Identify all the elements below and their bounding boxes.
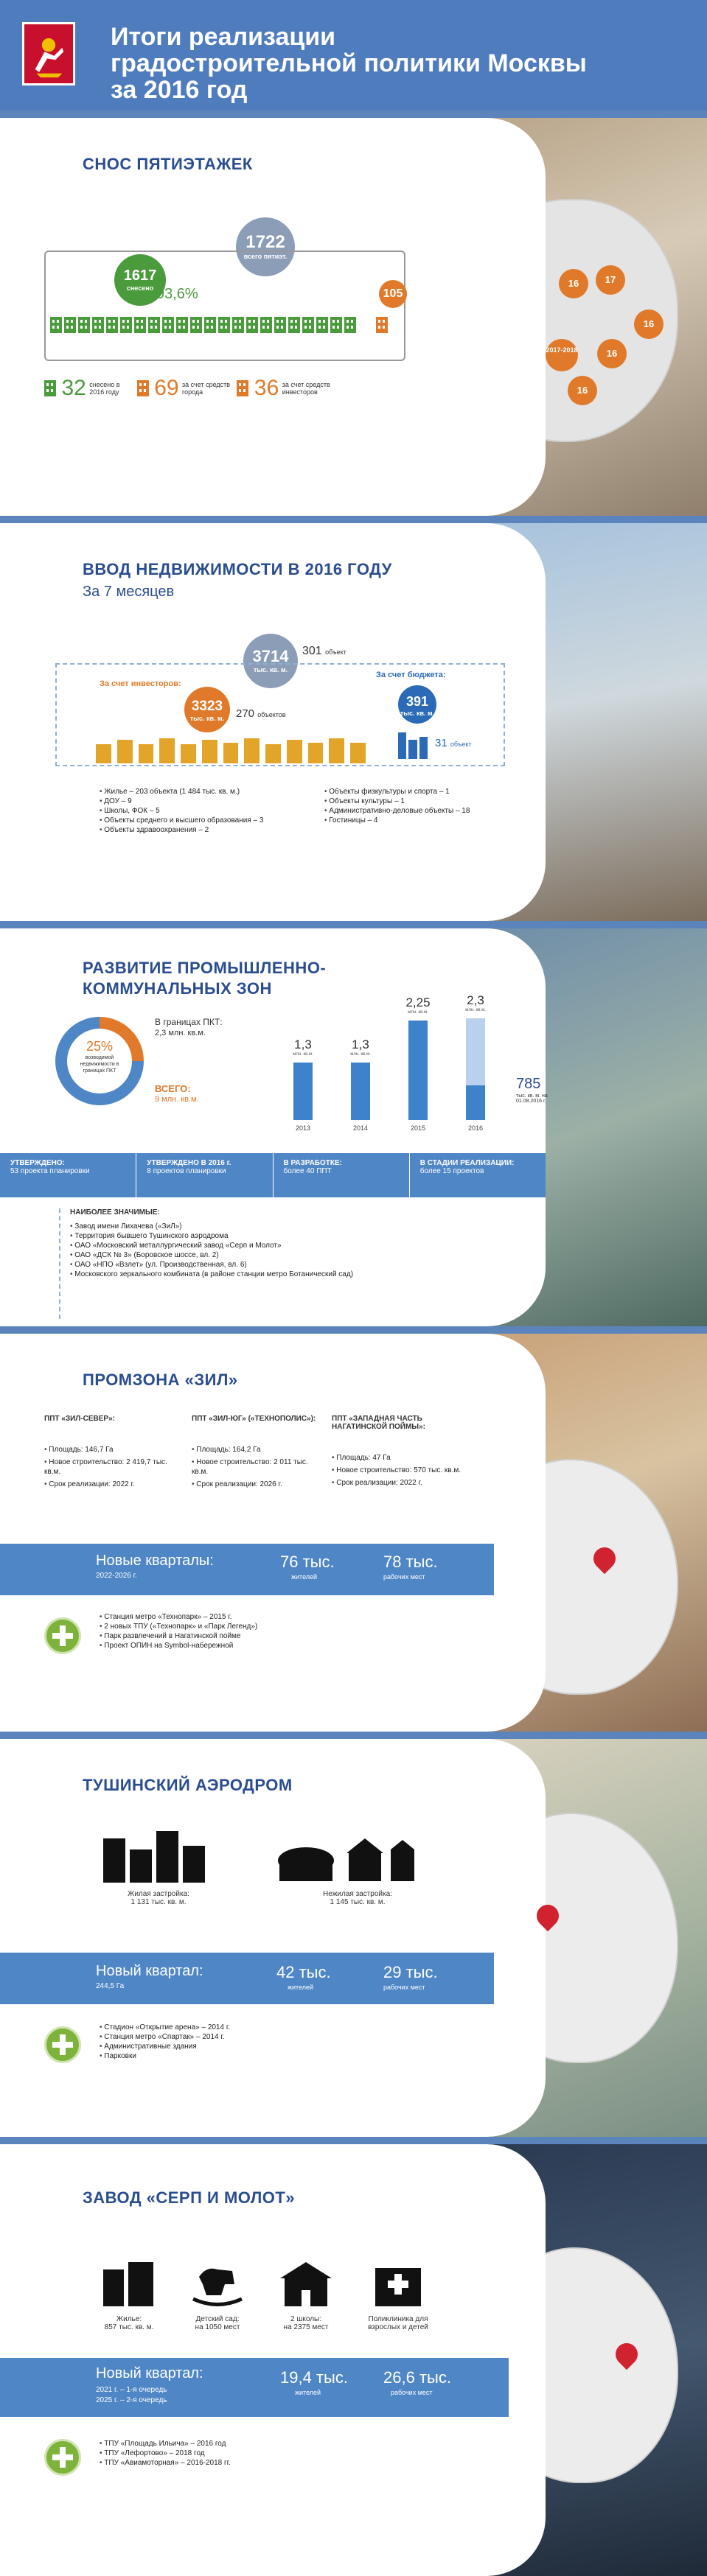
jobs-count: 29 тыс. bbox=[383, 1963, 438, 1981]
bar-2014 bbox=[351, 1063, 370, 1120]
bar-2015 bbox=[408, 1021, 428, 1120]
investor-buildings bbox=[96, 737, 369, 763]
jobs-caption: рабочих мест bbox=[391, 2389, 433, 2396]
bar-unit-label: млн. кв.м. bbox=[408, 1010, 428, 1015]
stat-investor-funds-caption: за счет средств инвесторов bbox=[282, 381, 330, 396]
bar-value-label: 1,3 bbox=[352, 1037, 369, 1051]
budget-objects: 31 объект bbox=[435, 737, 472, 749]
total-badge: 3714 тыс. кв. м. bbox=[243, 634, 298, 688]
clinic-icon bbox=[372, 2262, 424, 2306]
moscow-crest-icon bbox=[22, 22, 75, 85]
bar-value-label: 2,3 bbox=[467, 993, 484, 1007]
list-item: • Объекты среднего и высшего образования – 3 bbox=[100, 816, 306, 825]
bar-2016-completed bbox=[466, 1085, 485, 1120]
budget-badge: 391 тыс. кв. м. bbox=[398, 685, 436, 724]
housing-icon bbox=[103, 2262, 155, 2306]
map-label: 16 bbox=[597, 339, 627, 368]
bar-2016-part-caption: тыс. кв. м. на 01.08.2016 г. bbox=[516, 1093, 548, 1104]
housing-caption: Жилье: 857 тыс. кв. м. bbox=[104, 2315, 154, 2331]
band-subtitle: 2022-2026 г. bbox=[96, 1572, 137, 1580]
list-title: НАИБОЛЕЕ ЗНАЧИМЫЕ: bbox=[70, 1208, 160, 1217]
residents-count: 76 тыс. bbox=[280, 1553, 335, 1571]
bar-year-label: 2016 bbox=[467, 1124, 484, 1132]
investor-label: За счет инвесторов: bbox=[100, 679, 181, 688]
residential-caption: Жилая застройка: 1 131 тыс. кв. м. bbox=[128, 1890, 189, 1906]
ppt-band-cell: УТВЕРЖДЕНО: 53 проекта планировки bbox=[0, 1153, 136, 1197]
pkt-value: 2,3 млн. кв.м. bbox=[155, 1029, 206, 1037]
section-card bbox=[0, 1334, 546, 1732]
stat-city-funds: 69 bbox=[154, 376, 179, 400]
list-item: • ДОУ – 9 bbox=[100, 797, 306, 806]
band-title: Новый квартал: bbox=[96, 2365, 203, 2381]
map-label: 17 bbox=[596, 265, 625, 295]
section-title: РАЗВИТИЕ ПРОМЫШЛЕННО- КОММУНАЛЬНЫХ ЗОН bbox=[83, 959, 327, 998]
ppt-col: ППТ «ЗИЛ-СЕВЕР»: • Площадь: 146,7 Га • Новое строительство: 2 419,7 тыс. кв.м. • Срок реализации: 2022 г. bbox=[44, 1415, 177, 1489]
clinic-caption: Поликлиника для взрослых и детей bbox=[368, 2315, 428, 2331]
list-item: • Объекты здравоохранения – 2 bbox=[100, 825, 306, 835]
residents-caption: жителей bbox=[295, 2389, 321, 2396]
rocking-horse-icon bbox=[192, 2262, 243, 2306]
plus-icon bbox=[44, 1617, 81, 1654]
list-item: • Жилье – 203 объекта (1 484 тыс. кв. м.) bbox=[100, 787, 306, 797]
total-label: ВСЕГО: bbox=[155, 1083, 191, 1094]
nonresidential-caption: Нежилая застройка: 1 145 тыс. кв. м. bbox=[323, 1890, 392, 1906]
list-item: • Объекты физкультуры и спорта – 1 bbox=[324, 787, 516, 797]
list-item: • Завод имени Лихачева («ЗиЛ») bbox=[70, 1222, 512, 1231]
ppt-band-cell: УТВЕРЖДЕНО В 2016 г. 8 проектов планировки bbox=[136, 1153, 273, 1197]
section-tushino bbox=[0, 1739, 707, 2137]
stat-investor-funds: 36 bbox=[254, 376, 279, 400]
section-commissioning bbox=[0, 523, 707, 921]
total-value: 9 млн. кв.м. bbox=[155, 1095, 199, 1104]
objects-list-right bbox=[324, 787, 516, 825]
jobs-count: 26,6 тыс. bbox=[383, 2368, 451, 2387]
list-item: • ТПУ «Лефортово» – 2018 год bbox=[100, 2449, 468, 2458]
section-industrial-zones bbox=[0, 928, 707, 1326]
kindergarten-caption: Детский сад: на 1050 мест bbox=[195, 2315, 240, 2331]
plus-icon bbox=[44, 2439, 81, 2476]
bar-2016-part: 785 bbox=[516, 1076, 541, 1092]
section-serp-molot bbox=[0, 2144, 707, 2576]
bar-chart bbox=[280, 987, 523, 1142]
pct-label: 93,6% bbox=[156, 286, 198, 302]
remaining-badge: 105 bbox=[379, 280, 407, 308]
stat-city-funds-caption: за счет средств города bbox=[182, 381, 231, 396]
quarter-band bbox=[0, 1953, 494, 2004]
list-item: • Стадион «Открытие арена» – 2014 г. bbox=[100, 2023, 468, 2032]
total-objects: 301 объект bbox=[302, 645, 346, 657]
section-demolition bbox=[0, 118, 707, 516]
section-title: ЗАВОД «СЕРП И МОЛОТ» bbox=[83, 2188, 296, 2207]
section-title: СНОС ПЯТИЭТАЖЕК bbox=[83, 155, 253, 173]
schools-caption: 2 школы: на 2375 мест bbox=[283, 2315, 329, 2331]
map-label: 16 bbox=[559, 269, 588, 298]
budget-label: За счет бюджета: bbox=[376, 671, 446, 679]
bar-value-label: 2,25 bbox=[405, 995, 431, 1009]
investor-badge: 3323 тыс. кв. м. bbox=[184, 687, 230, 732]
list-item: • ТПУ «Авиамоторная» – 2016-2018 гг. bbox=[100, 2458, 468, 2468]
jobs-caption: рабочих мест bbox=[383, 1573, 425, 1581]
list-item: • Станция метро «Спартак» – 2014 г. bbox=[100, 2032, 468, 2042]
objects-list-left bbox=[100, 787, 306, 835]
ppt-band-cell: В СТАДИИ РЕАЛИЗАЦИИ: более 15 проектов bbox=[419, 1159, 515, 1175]
section-title: ПРОМЗОНА «ЗИЛ» bbox=[83, 1371, 238, 1389]
demolition-stats bbox=[44, 376, 487, 413]
infrastructure-list bbox=[100, 2023, 468, 2061]
residents-caption: жителей bbox=[291, 1573, 318, 1581]
list-item: • Станция метро «Технопарк» – 2015 г. bbox=[100, 1612, 468, 1622]
nonresidential-buildings-icon bbox=[276, 1831, 417, 1883]
page-header bbox=[0, 0, 707, 111]
ppt-band-cell: В РАЗРАБОТКЕ: более 40 ППТ bbox=[274, 1153, 410, 1197]
section-card bbox=[0, 1739, 546, 2137]
list-item: • ОАО «ДСК № 3» (Боровское шоссе, вл. 2) bbox=[70, 1250, 512, 1260]
done-badge: 1617 снесено bbox=[114, 254, 166, 306]
ppt-col: ППТ «ЗАПАДНАЯ ЧАСТЬ НАГАТИНСКОЙ ПОЙМЫ»: • Площадь: 47 Га • Новое строительство: 570 тыс. кв.м. • Срок реализации: 2022 г. bbox=[332, 1415, 472, 1488]
list-item: • Административные здания bbox=[100, 2042, 468, 2051]
ppt-band bbox=[0, 1153, 546, 1197]
list-item: • Территория бывшего Тушинского аэродрома bbox=[70, 1231, 512, 1241]
section-title: ТУШИНСКИЙ АЭРОДРОМ bbox=[83, 1776, 293, 1794]
residents-caption: жителей bbox=[288, 1984, 314, 1991]
list-item: • ОАО «Московский металлургический завод «Серп и Молот» bbox=[70, 1241, 512, 1250]
bar-2013 bbox=[293, 1063, 313, 1120]
residents-count: 19,4 тыс. bbox=[280, 2368, 348, 2387]
bar-year-label: 2014 bbox=[352, 1124, 369, 1132]
stat-demolished-2016-caption: снесено в 2016 году bbox=[89, 381, 120, 396]
residents-count: 42 тыс. bbox=[276, 1963, 331, 1981]
budget-buildings bbox=[398, 729, 428, 759]
jobs-caption: рабочих мест bbox=[383, 1984, 425, 1991]
significant-list bbox=[70, 1222, 512, 1279]
bar-unit-label: млн. кв.м. bbox=[465, 1008, 486, 1012]
quarter-band bbox=[0, 2358, 509, 2417]
bar-unit-label: млн. кв.м. bbox=[293, 1052, 313, 1057]
list-item: • Гостиницы – 4 bbox=[324, 816, 516, 825]
pkt-label: В границах ПКТ: bbox=[155, 1017, 223, 1027]
section-subtitle: За 7 месяцев bbox=[83, 584, 175, 600]
stat-demolished-2016: 32 bbox=[61, 376, 86, 400]
list-item: • Московского зеркального комбината (в районе станции метро Ботанический сад) bbox=[70, 1270, 512, 1279]
bracket-frame bbox=[44, 251, 405, 361]
donut-center: 25% возводимой недвижимости в границах ПКТ bbox=[67, 1029, 132, 1093]
investor-objects: 270 объектов bbox=[236, 707, 286, 720]
residential-buildings-icon bbox=[103, 1831, 206, 1883]
list-item: • Проект ОПИН на Symbol-набережной bbox=[100, 1641, 468, 1651]
section-zil bbox=[0, 1334, 707, 1732]
list-item: • Парковки bbox=[100, 2051, 468, 2061]
band-subtitle: 2025 г. – 2-я очередь bbox=[96, 2396, 167, 2404]
bar-unit-label: млн. кв.м. bbox=[350, 1052, 371, 1057]
section-title: ВВОД НЕДВИЖИМОСТИ В 2016 ГОДУ bbox=[83, 560, 392, 578]
map-label: 2017-2018 bbox=[546, 339, 578, 371]
bar-year-label: 2015 bbox=[410, 1124, 426, 1132]
page-title: Итоги реализации градостроительной политики Москвы за 2016 год bbox=[111, 23, 587, 104]
band-title: Новый квартал: bbox=[96, 1963, 203, 1979]
ppt-col: ППТ «ЗИЛ-ЮГ» («ТЕХНОПОЛИС»): • Площадь: 164,2 Га • Новое строительство: 2 011 тыс. кв.м. • Срок реализации: 2026 г. bbox=[192, 1415, 324, 1489]
band-subtitle: 244,5 Га bbox=[96, 1982, 125, 1990]
houses-row bbox=[50, 317, 389, 336]
list-item: • Административно-деловые объекты – 18 bbox=[324, 806, 516, 816]
jobs-count: 78 тыс. bbox=[383, 1553, 438, 1571]
list-divider bbox=[59, 1208, 65, 1319]
bar-value-label: 1,3 bbox=[294, 1037, 312, 1051]
bar-year-label: 2013 bbox=[295, 1124, 311, 1132]
infrastructure-list bbox=[100, 1612, 468, 1651]
plus-icon bbox=[44, 2026, 81, 2063]
band-subtitle: 2021 г. – 1-я очередь bbox=[96, 2386, 167, 2394]
list-item: • Школы, ФОК – 5 bbox=[100, 806, 306, 816]
total-badge: 1722 всего пятиэт. bbox=[236, 217, 295, 276]
school-icon bbox=[280, 2262, 332, 2306]
band-title: Новые кварталы: bbox=[96, 1553, 214, 1569]
remaining-house-icon bbox=[376, 317, 390, 337]
map-label: 16 bbox=[634, 309, 664, 339]
list-item: • 2 новых ТПУ («Технопарк» и «Парк Легенд») bbox=[100, 1622, 468, 1631]
quarters-band bbox=[0, 1544, 494, 1595]
list-item: • Объекты культуры – 1 bbox=[324, 797, 516, 806]
list-item: • ОАО «НПО «Взлет» (ул. Производственная, вл. 6) bbox=[70, 1260, 512, 1270]
list-item: • ТПУ «Площадь Ильича» – 2016 год bbox=[100, 2439, 468, 2449]
list-item: • Парк развлечений в Нагатинской пойме bbox=[100, 1631, 468, 1641]
infrastructure-list bbox=[100, 2439, 468, 2468]
map-label: 16 bbox=[568, 376, 597, 405]
